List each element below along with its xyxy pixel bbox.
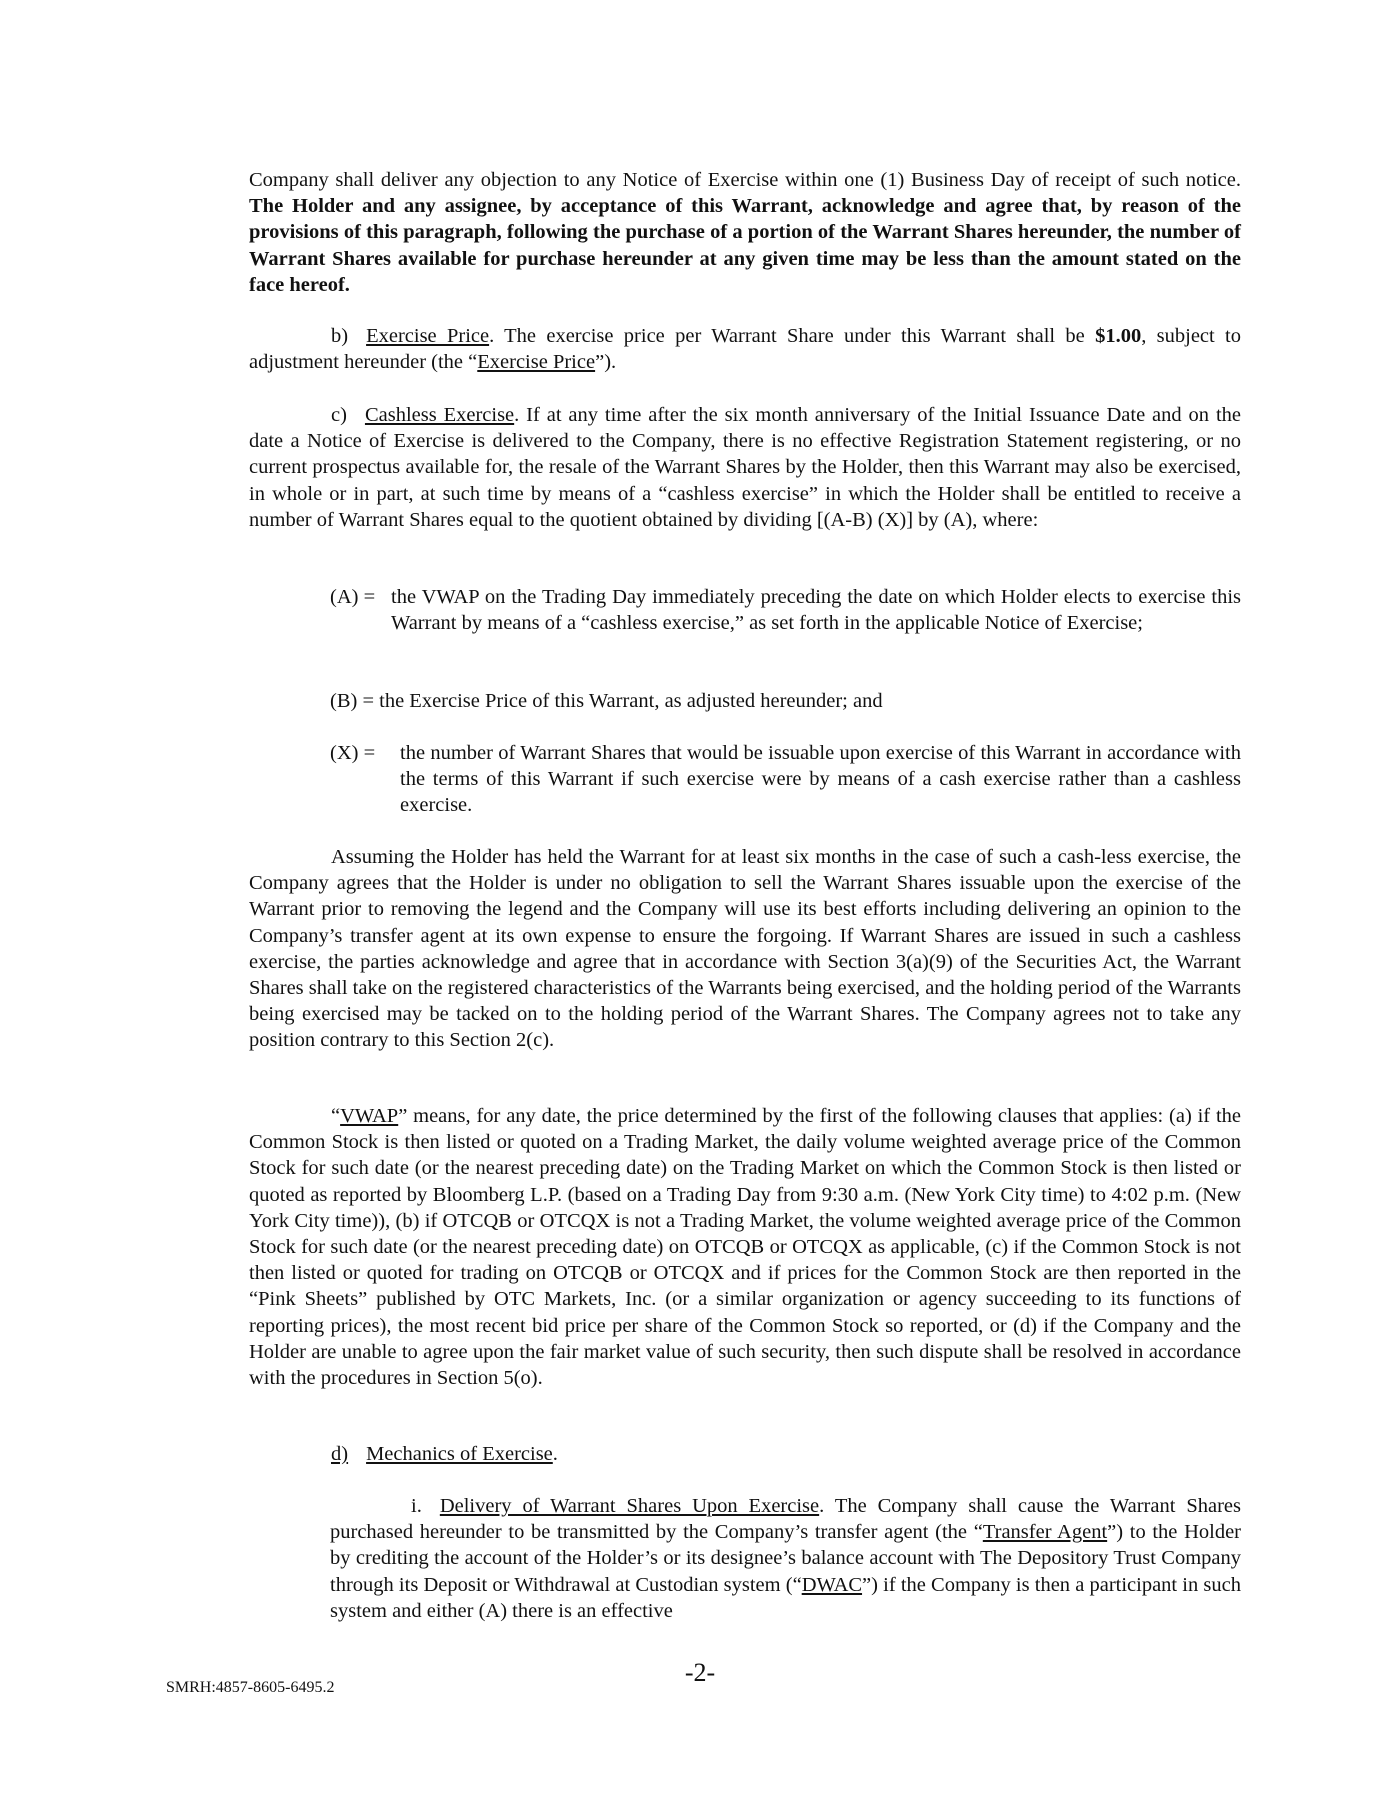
section-heading: Exercise Price	[366, 325, 490, 347]
document-id: SMRH:4857-8605-6495.2	[166, 1679, 335, 1696]
definition-text: the VWAP on the Trading Day immediately preceding the date on which Holder elects to exercise this Warrant by means of a “cashless exercise,” as set forth in the applicable Notice of Exercise;	[391, 586, 1241, 635]
paragraph-text: Company shall deliver any objection to any Notice of Exercise within one (1) Business Day of receipt of such notice.	[249, 169, 1241, 191]
paragraph-text: . If at any time after the six month anniversary of the Initial Issuance Date and on the date a Notice of Exercise is delivered to the Company, there is no effective Registration Statement registering, or no current prospectus available for, the resale of the Warrant Shares by the Holder, then this Warrant may also be exercised, in whole or in part, at such time by means of a “cashless exercise” in which the Holder shall be entitled to receive a number of Warrant Shares equal to the quotient obtained by dividing [(A-B) (X)] by (A), where:	[249, 404, 1241, 531]
bold-acknowledgement: The Holder and any assignee, by acceptance of this Warrant, acknowledge and agree that, by reason of the provisions of this paragraph, following the purchase of a portion of the Warrant Shares hereunder, the number of Warrant Shares available for purchase hereunder at any given time may be less than the amount stated on the face hereof.	[249, 195, 1241, 296]
page-number: -2-	[684, 1658, 716, 1687]
paragraph-vwap-definition	[249, 1103, 1241, 1391]
exercise-price-value: $1.00	[1095, 325, 1142, 347]
section-heading-text: Mechanics of Exercise	[366, 1443, 553, 1465]
paragraph-cashless-exercise	[249, 402, 1241, 533]
paragraph-text: , subject to adjustment hereunder (the “	[249, 325, 1241, 374]
definition-b: (B) = the Exercise Price of this Warrant, as adjusted hereunder; and	[330, 690, 883, 712]
definition-text: the number of Warrant Shares that would be issuable upon exercise of this Warrant in accordance with the terms of this Warrant if such exercise were by means of a cash exercise rather than a cashless exercise.	[400, 742, 1241, 817]
section-heading: Delivery of Warrant Shares Upon Exercise	[439, 1495, 820, 1517]
paragraph-text: . The exercise price per Warrant Share under this Warrant shall be	[489, 325, 1096, 347]
section-marker: i.	[411, 1495, 422, 1517]
section-marker: c)	[331, 404, 347, 426]
section-heading	[331, 1443, 553, 1465]
defined-term: Transfer Agent	[982, 1521, 1108, 1544]
paragraph-text: .	[552, 1443, 558, 1465]
paragraph-exercise-price	[249, 323, 1241, 375]
paragraph-text: “	[331, 1105, 341, 1127]
definition-label: (A) =	[330, 586, 376, 608]
paragraph-holder-acknowledgement	[249, 167, 1241, 298]
paragraph-mechanics-of-exercise	[249, 1441, 1241, 1467]
paragraph-text: . The Company shall cause the Warrant Shares purchased hereunder to be transmitted by the Company’s transfer agent (the “	[330, 1495, 1241, 1544]
paragraph-text: ”).	[595, 351, 617, 374]
defined-term: VWAP	[340, 1105, 399, 1127]
paragraph-holding-period: Assuming the Holder has held the Warrant for at least six months in the case of such a cash-less exercise, the Company agrees that the Holder is under no obligation to sell the Warrant Shares issuable upon the exercise of the Warrant prior to removing the legend and the Company will use its best efforts including delivering an opinion to the Company’s transfer agent at its own expense to ensure the forgoing. If Warrant Shares are issued in such a cashless exercise, the parties acknowledge and agree that in accordance with Section 3(a)(9) of the Securities Act, the Warrant Shares shall take on the registered characteristics of the Warrants being exercised, and the holding period of the Warrants being exercised may be tacked on to the holding period of the Warrant Shares. The Company agrees not to take any position contrary to this Section 2(c).	[249, 846, 1241, 1052]
defined-term: Exercise Price	[477, 351, 596, 374]
paragraph-text: ” means, for any date, the price determined by the first of the following clauses that applies: (a) if the Common Stock is then listed or quoted on a Trading Market, the daily volume weighted average price of the Common Stock for such date (or the nearest preceding date) on the Trading Market on which the Common Stock is then listed or quoted as reported by Bloomberg L.P. (based on a Trading Day from 9:30 a.m. (New York City time) to 4:02 p.m. (New York City time)), (b) if OTCQB or OTCQX is not a Trading Market, the volume weighted average price of the Common Stock for such date (or the nearest preceding date) on OTCQB or OTCQX as applicable, (c) if the Common Stock is not then listed or quoted for trading on OTCQB or OTCQX and if prices for the Common Stock are then reported in the “Pink Sheets” published by OTC Markets, Inc. (or a similar organization or agency succeeding to its functions of reporting prices), the most recent bid price per share of the Common Stock so reported, or (d) if the Company and the Holder are unable to agree upon the fair market value of such security, then such dispute shall be resolved in accordance with the procedures in Section 5(o).	[249, 1105, 1241, 1390]
paragraph-delivery-of-shares	[330, 1493, 1241, 1624]
section-heading: Cashless Exercise	[364, 404, 515, 426]
section-marker: d)	[331, 1443, 349, 1465]
paragraph-text: ”) to the Holder by crediting the account of the Holder’s or its designee’s balance account with The Depository Trust Company through its Deposit or Withdrawal at Custodian system (“	[330, 1521, 1241, 1596]
paragraph-text: ”) if the Company is then a participant in such system and either (A) there is an effective	[330, 1573, 1241, 1622]
section-marker: b)	[331, 325, 349, 347]
definition-label: (X) =	[330, 742, 376, 764]
defined-term: DWAC	[801, 1573, 863, 1596]
